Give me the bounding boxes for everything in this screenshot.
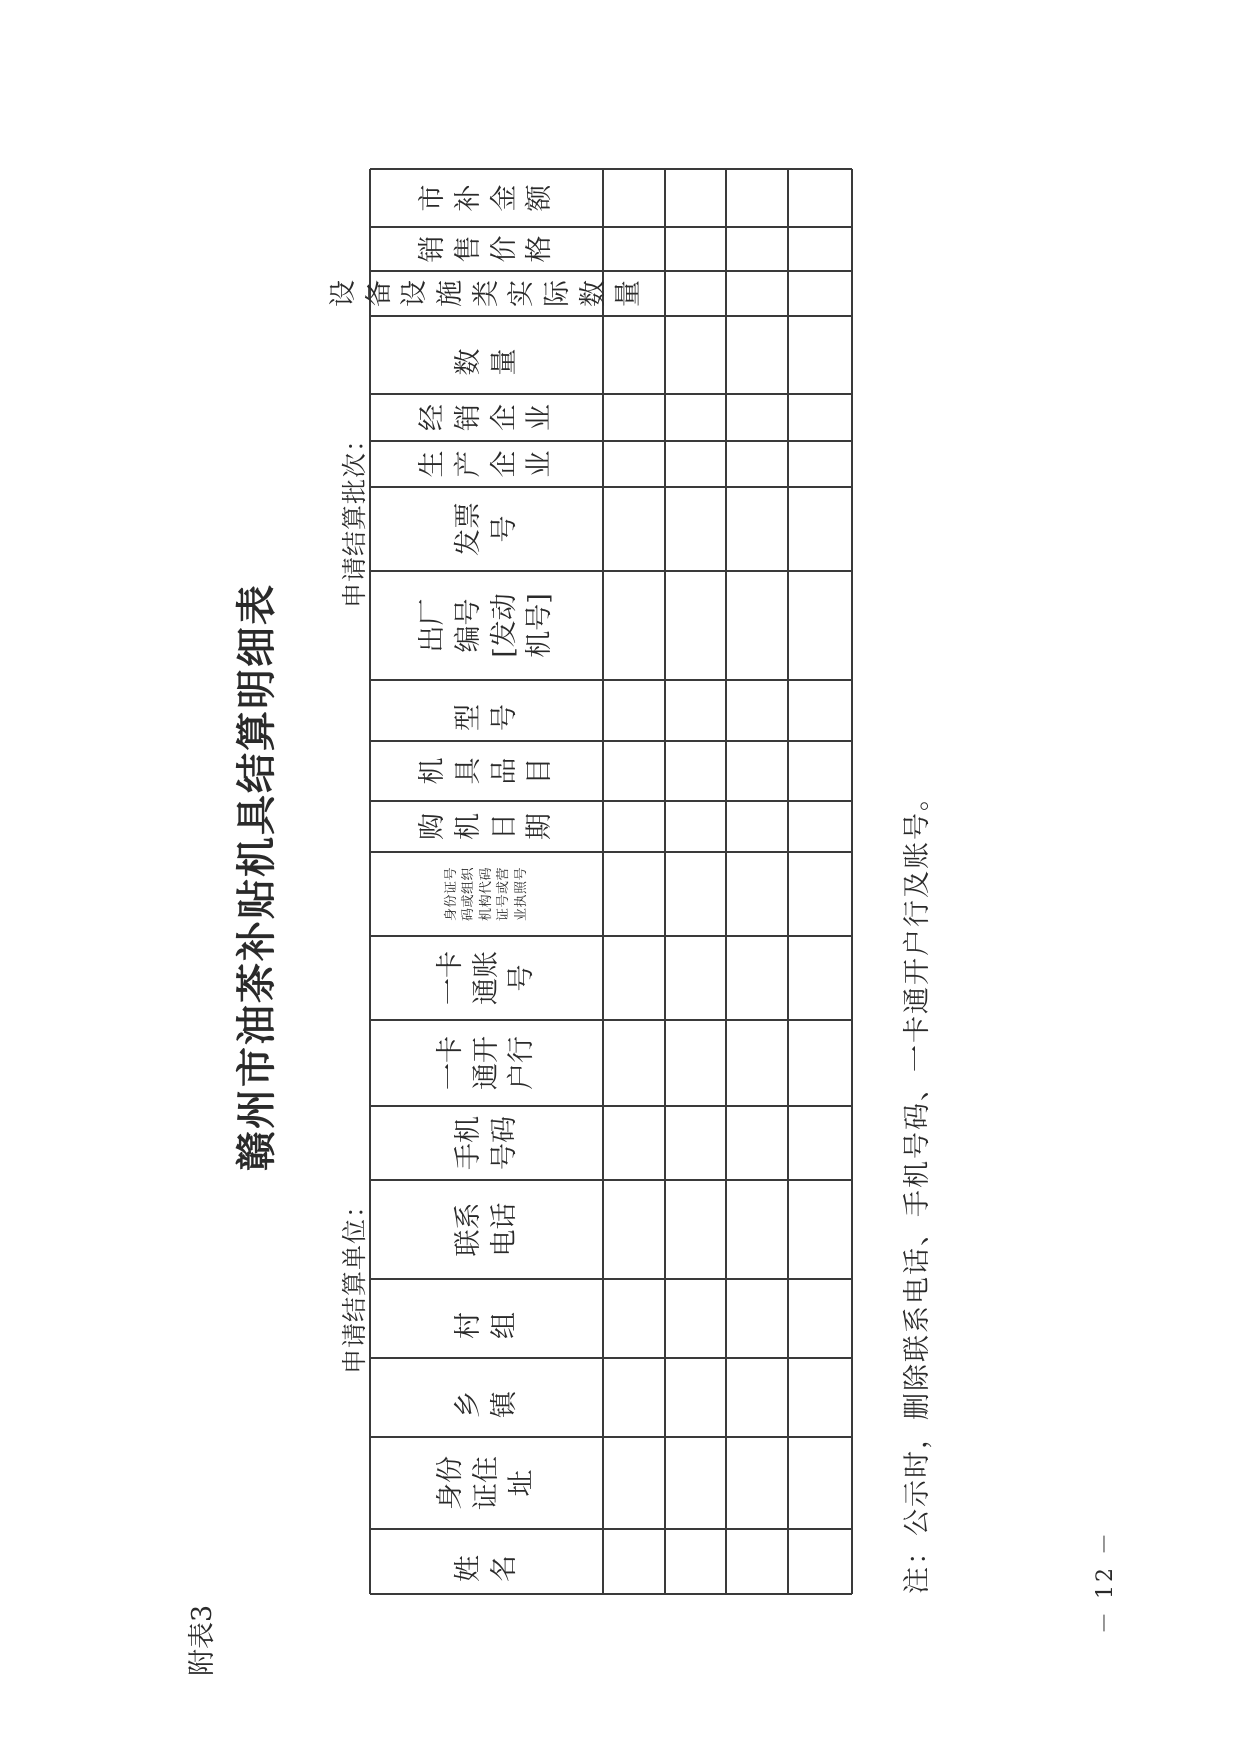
appendix-label: 附表3: [187, 1604, 218, 1676]
table-cell[interactable]: [603, 1358, 665, 1437]
header-cell: 出厂 编号 [发动 机号]: [417, 593, 556, 658]
footnote: 注：公示时，删除联系电话、手机号码、一卡通开户行及账号。: [902, 782, 933, 1594]
table-cell[interactable]: [665, 680, 726, 741]
table-cell[interactable]: [603, 571, 665, 680]
table-cell[interactable]: [665, 936, 726, 1020]
table-cell[interactable]: [665, 227, 726, 271]
table-cell[interactable]: [726, 441, 788, 487]
table-cell[interactable]: [603, 394, 665, 441]
table-cell[interactable]: [603, 227, 665, 271]
table-cell[interactable]: [726, 1529, 788, 1594]
table-cell[interactable]: [603, 316, 665, 394]
table-cell[interactable]: [788, 1437, 852, 1529]
table-cell[interactable]: [788, 169, 852, 227]
table-cell[interactable]: [788, 394, 852, 441]
table-cell[interactable]: [603, 1180, 665, 1279]
table-cell[interactable]: [726, 316, 788, 394]
table-cell[interactable]: [788, 487, 852, 571]
table-cell[interactable]: [665, 1279, 726, 1358]
table-cell[interactable]: [788, 801, 852, 852]
table-cell[interactable]: [726, 571, 788, 680]
table-cell[interactable]: [665, 316, 726, 394]
header-cell: 身份证号 码或组织 机构代码 证号或营 业执照号: [443, 867, 529, 922]
table-cell[interactable]: [603, 1106, 665, 1180]
table-cell[interactable]: [603, 1020, 665, 1106]
table-cell[interactable]: [665, 441, 726, 487]
table-cell[interactable]: [603, 741, 665, 801]
header-cell: 手机 号码: [452, 1116, 520, 1170]
header-cell: 数量: [452, 334, 520, 376]
table-row: [665, 169, 726, 1594]
table-cell[interactable]: [726, 1358, 788, 1437]
header-cell: 姓名: [452, 1541, 520, 1582]
header-cell: 设备设施 类实际数 量: [328, 280, 645, 307]
table-cell[interactable]: [788, 271, 852, 316]
table-cell[interactable]: [603, 680, 665, 741]
page-title: 赣州市油茶补贴机具结算明细表: [233, 583, 280, 1171]
table-cell[interactable]: [603, 1279, 665, 1358]
table-cell[interactable]: [603, 801, 665, 852]
header-cell: 一卡 通账 号: [435, 951, 538, 1005]
table-cell[interactable]: [788, 1106, 852, 1180]
table-cell[interactable]: [788, 852, 852, 936]
header-cell: 身份 证住 址: [435, 1456, 538, 1510]
header-cell: 销售 价格: [417, 235, 556, 263]
table-cell[interactable]: [788, 227, 852, 271]
header-cell: 一卡 通开 户行: [435, 1036, 538, 1090]
table-cell[interactable]: [788, 571, 852, 680]
table-cell[interactable]: [788, 680, 852, 741]
table-cell[interactable]: [665, 741, 726, 801]
table-cell[interactable]: [788, 936, 852, 1020]
table-cell[interactable]: [603, 487, 665, 571]
table-cell[interactable]: [726, 394, 788, 441]
header-cell: 机具 品目: [417, 757, 556, 785]
table-cell[interactable]: [726, 271, 788, 316]
header-cell: 村组: [452, 1298, 520, 1339]
table-cell[interactable]: [726, 1180, 788, 1279]
table-cell[interactable]: [726, 1279, 788, 1358]
header-cell: 市补 金额: [417, 184, 556, 212]
table-cell[interactable]: [665, 1180, 726, 1279]
table-cell[interactable]: [665, 1529, 726, 1594]
header-cell: 生产 企业: [417, 450, 556, 478]
header-cell: 经销 企业: [417, 404, 556, 431]
table-cell[interactable]: [665, 852, 726, 936]
table-cell[interactable]: [726, 487, 788, 571]
table-cell[interactable]: [788, 1358, 852, 1437]
table-cell[interactable]: [603, 936, 665, 1020]
table-row: [726, 169, 788, 1594]
table-cell[interactable]: [665, 571, 726, 680]
table-cell[interactable]: [726, 1020, 788, 1106]
table-cell[interactable]: [726, 1437, 788, 1529]
table-cell[interactable]: [726, 852, 788, 936]
table-cell[interactable]: [788, 1529, 852, 1594]
header-cell: 联系 电话: [452, 1202, 520, 1257]
table-cell[interactable]: [665, 1437, 726, 1529]
table-cell[interactable]: [726, 801, 788, 852]
page-number: － 12 －: [1093, 1530, 1118, 1634]
header-cell: 乡镇: [452, 1377, 520, 1418]
table-cell[interactable]: [603, 441, 665, 487]
table-row: [603, 169, 665, 1594]
table-cell[interactable]: [665, 487, 726, 571]
table-cell[interactable]: [665, 801, 726, 852]
table-cell[interactable]: [726, 680, 788, 741]
table-cell[interactable]: [665, 1358, 726, 1437]
table-cell[interactable]: [603, 169, 665, 227]
table-cell[interactable]: [603, 1529, 665, 1594]
table-row: [788, 169, 852, 1594]
table-cell[interactable]: [788, 316, 852, 394]
settlement-unit-label: 申请结算单位：: [340, 1191, 369, 1374]
table-cell[interactable]: [788, 741, 852, 801]
table-cell[interactable]: [665, 169, 726, 227]
header-cell: 型号: [452, 690, 520, 731]
table-cell[interactable]: [603, 271, 665, 316]
header-cell: 购机 日期: [417, 813, 556, 840]
header-cell: 发票 号: [452, 502, 520, 556]
table-cell[interactable]: [726, 741, 788, 801]
table-cell[interactable]: [603, 852, 665, 936]
table-cell[interactable]: [665, 1106, 726, 1180]
table-cell[interactable]: [726, 1106, 788, 1180]
table-cell[interactable]: [788, 441, 852, 487]
table-cell[interactable]: [788, 1279, 852, 1358]
table-cell[interactable]: [665, 271, 726, 316]
table-cell[interactable]: [726, 936, 788, 1020]
table-cell[interactable]: [665, 394, 726, 441]
table-cell[interactable]: [788, 1180, 852, 1279]
table-cell[interactable]: [603, 1437, 665, 1529]
table-cell[interactable]: [788, 1020, 852, 1106]
table-cell[interactable]: [665, 1020, 726, 1106]
table-cell[interactable]: [726, 227, 788, 271]
table-cell[interactable]: [726, 169, 788, 227]
settlement-batch-label: 申请结算批次：: [340, 425, 369, 608]
